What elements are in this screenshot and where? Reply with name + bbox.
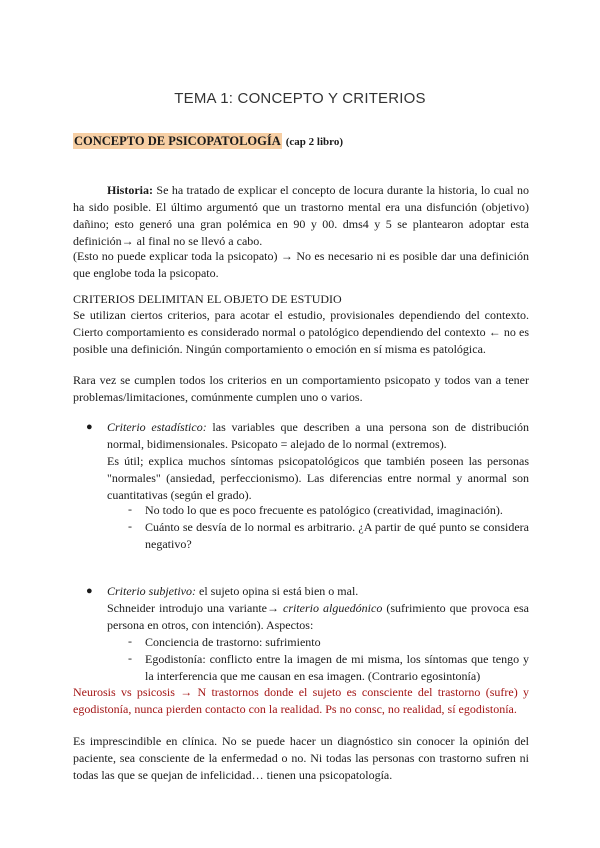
closing-paragraph: Es imprescindible en clínica. No se puede hacer un diagnóstico sin conocer la opinión del paciente, sea consciente de la enfermedad o no. Ni todas las personas con trastorno sufren ni todas las que se quejan de infelicidad… tienen una psicopatología. [73, 734, 529, 782]
schneider-term: criterio alguedónico [283, 601, 383, 615]
historia-note: (Esto no puede explicar toda la psicopato) → No es necesario ni es posible dar una definición que englobe toda la psicopato. [73, 249, 529, 280]
subjetivo-paragraph [107, 583, 529, 600]
page-title: TEMA 1: CONCEPTO Y CRITERIOS [174, 90, 426, 107]
historia-label: Historia: [107, 183, 153, 197]
historia-paragraph [73, 182, 529, 250]
section-heading [73, 134, 343, 149]
subjetivo-label: Criterio subjetivo: [107, 584, 196, 598]
bullet-icon: ● [86, 421, 93, 433]
estadistico-paragraph [107, 419, 529, 453]
estadistico-util: Es útil; explica muchos síntomas psicopatológicos que también poseen las personas "normales" (ansiedad, perfeccionismo). Las diferencias entre normal y anormal son cuantitativas (según el grado). [107, 454, 529, 502]
schneider-text: Schneider introdujo una variante→ [107, 601, 283, 615]
dash-icon: - [128, 502, 132, 516]
rara-paragraph: Rara vez se cumplen todos los criterios en un comportamiento psicopato y todos van a tener problemas/limitaciones, comúnmente cumplen uno o varios. [73, 373, 529, 404]
highlighted-heading: CONCEPTO DE PSICOPATOLOGÍA [74, 134, 281, 148]
dash-icon: - [128, 634, 132, 648]
dash-icon: - [128, 519, 132, 533]
historia-text: Se ha tratado de explicar el concepto de locura durante la historia, lo cual no ha sido posible. El último argumentó que un trastorno mental era una disfunción (objetivo) dañino; esto generó una gran polémica en 90 y 00. dms4 y 5 se plantearon adoptar esta definición→ al final no se llevó a cabo. [73, 183, 529, 248]
section-subheading: (cap 2 libro) [285, 136, 343, 148]
bullet-icon: ● [86, 585, 93, 597]
neurosis-paragraph: Neurosis vs psicosis → N trastornos donde el sujeto es consciente del trastorno (sufre) y egodistonía, nunca pierden contacto con la realidad. Ps no consc, no realidad, sí egodistonía. [73, 685, 529, 716]
schneider-paragraph [107, 600, 529, 634]
list-item: Egodistonía: conflicto entre la imagen de mi misma, los síntomas que tengo y la interferencia que me causan en esa imagen. (Contrario egosintonía) [145, 652, 529, 683]
list-item: Conciencia de trastorno: sufrimiento [145, 635, 321, 649]
schneider-text-rest: (sufrimiento que provoca esa persona en otros, con intención). Aspectos: [107, 601, 529, 632]
subjetivo-text: el sujeto opina si está bien o mal. [196, 584, 359, 598]
criterios-paragraph: Se utilizan ciertos criterios, para acotar el estudio, provisionales dependiendo del contexto. Cierto comportamiento es considerado normal o patológico dependiendo del contexto ← no es posible una definición. Ningún comportamiento o emoción en sí misma es patológica. [73, 308, 529, 356]
list-item: No todo lo que es poco frecuente es patológico (creatividad, imaginación). [145, 503, 503, 517]
list-item: Cuánto se desvía de lo normal es arbitrario. ¿A partir de qué punto se considera negativo? [145, 520, 529, 551]
estadistico-text: las variables que describen a una persona son de distribución normal, bidimensionales. Psicopato = alejado de lo normal (extremos). [107, 420, 529, 451]
criterios-heading: CRITERIOS DELIMITAN EL OBJETO DE ESTUDIO [73, 292, 342, 306]
dash-icon: - [128, 651, 132, 665]
estadistico-label: Criterio estadístico: [107, 420, 207, 434]
